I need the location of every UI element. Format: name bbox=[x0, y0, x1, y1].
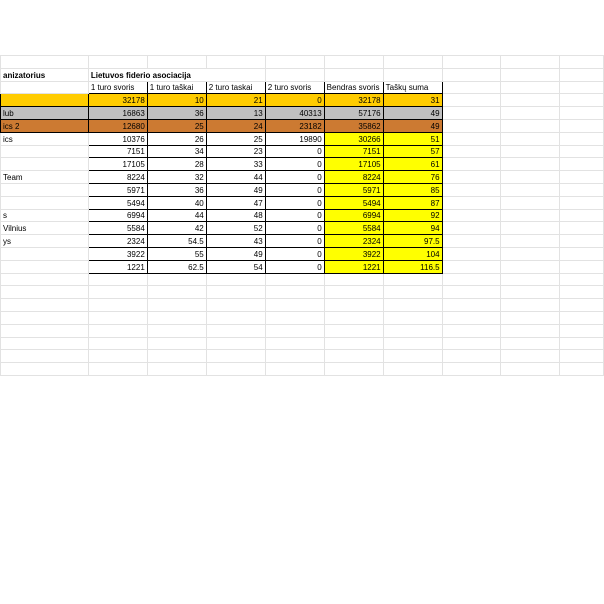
cell[interactable] bbox=[560, 235, 604, 248]
header-cell-team[interactable] bbox=[1, 81, 89, 94]
table-cell-r2-weight[interactable]: 23182 bbox=[265, 119, 324, 132]
table-cell-total-weight[interactable]: 1221 bbox=[324, 260, 383, 273]
organizer-label-cell[interactable]: anizatorius bbox=[1, 68, 89, 81]
table-cell-points-sum[interactable]: 49 bbox=[383, 119, 442, 132]
cell[interactable] bbox=[324, 324, 383, 337]
table-row bbox=[1, 145, 604, 158]
table-cell-points-sum[interactable]: 85 bbox=[383, 183, 442, 196]
table-cell-total-weight[interactable]: 5584 bbox=[324, 222, 383, 235]
empty-row bbox=[1, 273, 604, 286]
cell[interactable] bbox=[1, 311, 89, 324]
cell[interactable] bbox=[501, 94, 560, 107]
cell[interactable] bbox=[501, 158, 560, 171]
cell[interactable] bbox=[88, 363, 147, 376]
cell[interactable] bbox=[265, 273, 324, 286]
cell[interactable] bbox=[560, 222, 604, 235]
table-cell-r1-points[interactable]: 36 bbox=[147, 183, 206, 196]
table-cell-r1-points[interactable]: 54.5 bbox=[147, 235, 206, 248]
cell[interactable] bbox=[560, 209, 604, 222]
table-cell-r2-weight[interactable]: 0 bbox=[265, 222, 324, 235]
cell[interactable] bbox=[88, 56, 147, 69]
cell[interactable] bbox=[442, 247, 501, 260]
cell[interactable] bbox=[147, 337, 206, 350]
cell[interactable] bbox=[560, 158, 604, 171]
table-cell-total-weight[interactable]: 32178 bbox=[324, 94, 383, 107]
table-row bbox=[1, 119, 604, 132]
table-cell-r2-points[interactable]: 54 bbox=[206, 260, 265, 273]
table-cell-r2-weight[interactable]: 0 bbox=[265, 94, 324, 107]
table-cell-team[interactable]: ics bbox=[1, 132, 89, 145]
cell[interactable] bbox=[1, 337, 89, 350]
cell[interactable] bbox=[324, 68, 383, 81]
table-cell-points-sum[interactable]: 49 bbox=[383, 107, 442, 120]
cell[interactable] bbox=[442, 94, 501, 107]
table-cell-r1-weight[interactable]: 6994 bbox=[88, 209, 147, 222]
table-row bbox=[1, 260, 604, 273]
cell[interactable] bbox=[442, 311, 501, 324]
cell[interactable] bbox=[383, 311, 442, 324]
table-row bbox=[1, 158, 604, 171]
table-cell-r2-points[interactable]: 49 bbox=[206, 183, 265, 196]
cell[interactable] bbox=[442, 183, 501, 196]
table-cell-total-weight[interactable]: 5971 bbox=[324, 183, 383, 196]
table-cell-r2-points[interactable]: 44 bbox=[206, 171, 265, 184]
table-cell-r1-points[interactable]: 32 bbox=[147, 171, 206, 184]
cell[interactable] bbox=[501, 68, 560, 81]
table-cell-r1-weight[interactable]: 7151 bbox=[88, 145, 147, 158]
table-row bbox=[1, 247, 604, 260]
table-cell-points-sum[interactable]: 94 bbox=[383, 222, 442, 235]
table-cell-team[interactable]: Vilnius bbox=[1, 222, 89, 235]
cell[interactable] bbox=[501, 132, 560, 145]
cell[interactable] bbox=[560, 363, 604, 376]
cell[interactable] bbox=[383, 350, 442, 363]
table-cell-r2-points[interactable]: 33 bbox=[206, 158, 265, 171]
table-cell-points-sum[interactable]: 87 bbox=[383, 196, 442, 209]
table-cell-r1-weight[interactable]: 5584 bbox=[88, 222, 147, 235]
cell[interactable] bbox=[560, 324, 604, 337]
cell[interactable] bbox=[501, 299, 560, 312]
table-cell-total-weight[interactable]: 8224 bbox=[324, 171, 383, 184]
cell[interactable] bbox=[324, 311, 383, 324]
cell[interactable] bbox=[88, 273, 147, 286]
cell[interactable] bbox=[206, 363, 265, 376]
table-cell-r1-weight[interactable]: 32178 bbox=[88, 94, 147, 107]
cell[interactable] bbox=[501, 311, 560, 324]
table-cell-r1-points[interactable]: 28 bbox=[147, 158, 206, 171]
cell[interactable] bbox=[265, 56, 324, 69]
empty-row bbox=[1, 350, 604, 363]
table-cell-r1-weight[interactable]: 5494 bbox=[88, 196, 147, 209]
cell[interactable] bbox=[324, 363, 383, 376]
cell[interactable] bbox=[442, 286, 501, 299]
header-cell-total-weight[interactable]: Bendras svoris bbox=[324, 81, 383, 94]
cell[interactable] bbox=[265, 363, 324, 376]
cell[interactable] bbox=[560, 260, 604, 273]
cell[interactable] bbox=[442, 107, 501, 120]
cell[interactable] bbox=[560, 337, 604, 350]
table-cell-r2-points[interactable]: 21 bbox=[206, 94, 265, 107]
table-cell-r1-points[interactable]: 34 bbox=[147, 145, 206, 158]
cell[interactable] bbox=[442, 196, 501, 209]
cell[interactable] bbox=[501, 337, 560, 350]
cell[interactable] bbox=[206, 56, 265, 69]
cell[interactable] bbox=[324, 273, 383, 286]
table-cell-r1-points[interactable]: 55 bbox=[147, 247, 206, 260]
table-cell-r1-weight[interactable]: 2324 bbox=[88, 235, 147, 248]
table-cell-r2-weight[interactable]: 0 bbox=[265, 235, 324, 248]
header-cell-r2-weight[interactable]: 2 turo svoris bbox=[265, 81, 324, 94]
table-cell-points-sum[interactable]: 61 bbox=[383, 158, 442, 171]
cell[interactable] bbox=[560, 81, 604, 94]
empty-row bbox=[1, 299, 604, 312]
table-cell-points-sum[interactable]: 104 bbox=[383, 247, 442, 260]
table-cell-r2-points[interactable]: 24 bbox=[206, 119, 265, 132]
cell[interactable] bbox=[383, 299, 442, 312]
cell[interactable] bbox=[265, 311, 324, 324]
cell[interactable] bbox=[147, 273, 206, 286]
cell[interactable] bbox=[1, 286, 89, 299]
cell[interactable] bbox=[560, 273, 604, 286]
cell[interactable] bbox=[206, 299, 265, 312]
cell[interactable] bbox=[501, 107, 560, 120]
cell[interactable] bbox=[442, 158, 501, 171]
cell[interactable] bbox=[147, 324, 206, 337]
table-cell-team[interactable]: ys bbox=[1, 235, 89, 248]
cell[interactable] bbox=[324, 56, 383, 69]
cell[interactable] bbox=[442, 132, 501, 145]
table-cell-r1-weight[interactable]: 3922 bbox=[88, 247, 147, 260]
table-row bbox=[1, 107, 604, 120]
cell[interactable] bbox=[147, 311, 206, 324]
cell[interactable] bbox=[501, 81, 560, 94]
cell[interactable] bbox=[1, 350, 89, 363]
cell[interactable] bbox=[442, 235, 501, 248]
table-row bbox=[1, 94, 604, 107]
cell[interactable] bbox=[560, 247, 604, 260]
cell[interactable] bbox=[442, 337, 501, 350]
table-cell-team[interactable] bbox=[1, 196, 89, 209]
cell[interactable] bbox=[1, 56, 89, 69]
empty-row bbox=[1, 324, 604, 337]
title-row bbox=[1, 68, 604, 81]
cell[interactable] bbox=[442, 299, 501, 312]
cell[interactable] bbox=[501, 196, 560, 209]
cell[interactable] bbox=[442, 363, 501, 376]
cell[interactable] bbox=[383, 56, 442, 69]
column-header-row bbox=[1, 81, 604, 94]
table-cell-team[interactable]: lub bbox=[1, 107, 89, 120]
cell[interactable] bbox=[501, 145, 560, 158]
cell[interactable] bbox=[147, 350, 206, 363]
cell[interactable] bbox=[560, 286, 604, 299]
table-cell-r1-weight[interactable]: 1221 bbox=[88, 260, 147, 273]
cell[interactable] bbox=[88, 286, 147, 299]
table-cell-r2-points[interactable]: 43 bbox=[206, 235, 265, 248]
cell[interactable] bbox=[560, 119, 604, 132]
table-cell-r2-points[interactable]: 52 bbox=[206, 222, 265, 235]
cell[interactable] bbox=[560, 145, 604, 158]
cell[interactable] bbox=[560, 350, 604, 363]
table-cell-r1-weight[interactable]: 17105 bbox=[88, 158, 147, 171]
table-cell-team[interactable] bbox=[1, 260, 89, 273]
cell[interactable] bbox=[442, 260, 501, 273]
cell[interactable] bbox=[501, 260, 560, 273]
table-cell-r2-weight[interactable]: 0 bbox=[265, 171, 324, 184]
cell[interactable] bbox=[442, 273, 501, 286]
table-cell-team[interactable]: Team bbox=[1, 171, 89, 184]
cell[interactable] bbox=[560, 299, 604, 312]
empty-row bbox=[1, 337, 604, 350]
table-cell-r1-weight[interactable]: 5971 bbox=[88, 183, 147, 196]
cell[interactable] bbox=[147, 286, 206, 299]
association-name-cell[interactable]: Lietuvos fiderio asociacija bbox=[88, 68, 265, 81]
table-cell-points-sum[interactable]: 92 bbox=[383, 209, 442, 222]
cell[interactable] bbox=[442, 68, 501, 81]
cell[interactable] bbox=[265, 299, 324, 312]
cell[interactable] bbox=[206, 337, 265, 350]
table-cell-r1-points[interactable]: 44 bbox=[147, 209, 206, 222]
table-cell-points-sum[interactable]: 51 bbox=[383, 132, 442, 145]
empty-row bbox=[1, 286, 604, 299]
cell[interactable] bbox=[383, 337, 442, 350]
cell[interactable] bbox=[324, 337, 383, 350]
table-cell-r1-points[interactable]: 40 bbox=[147, 196, 206, 209]
table-row bbox=[1, 235, 604, 248]
empty-row bbox=[1, 56, 604, 69]
table-cell-r1-weight[interactable]: 16863 bbox=[88, 107, 147, 120]
table-cell-r1-points[interactable]: 10 bbox=[147, 94, 206, 107]
header-cell-points-sum[interactable]: Taškų suma bbox=[383, 81, 442, 94]
cell[interactable] bbox=[206, 324, 265, 337]
table-row bbox=[1, 132, 604, 145]
cell[interactable] bbox=[501, 273, 560, 286]
table-row bbox=[1, 222, 604, 235]
table-cell-r1-weight[interactable]: 8224 bbox=[88, 171, 147, 184]
cell[interactable] bbox=[1, 299, 89, 312]
cell[interactable] bbox=[88, 324, 147, 337]
cell[interactable] bbox=[265, 286, 324, 299]
cell[interactable] bbox=[501, 209, 560, 222]
table-cell-r1-points[interactable]: 26 bbox=[147, 132, 206, 145]
cell[interactable] bbox=[501, 286, 560, 299]
table-cell-r2-weight[interactable]: 40313 bbox=[265, 107, 324, 120]
cell[interactable] bbox=[88, 350, 147, 363]
table-cell-r2-weight[interactable]: 0 bbox=[265, 158, 324, 171]
table-cell-team[interactable]: ics 2 bbox=[1, 119, 89, 132]
cell[interactable] bbox=[324, 299, 383, 312]
table-cell-r2-weight[interactable]: 0 bbox=[265, 247, 324, 260]
cell[interactable] bbox=[88, 337, 147, 350]
cell[interactable] bbox=[383, 324, 442, 337]
table-cell-team[interactable] bbox=[1, 145, 89, 158]
table-cell-r1-points[interactable]: 25 bbox=[147, 119, 206, 132]
cell[interactable] bbox=[501, 171, 560, 184]
cell[interactable] bbox=[206, 286, 265, 299]
table-cell-r2-points[interactable]: 13 bbox=[206, 107, 265, 120]
cell[interactable] bbox=[442, 350, 501, 363]
cell[interactable] bbox=[147, 363, 206, 376]
cell[interactable] bbox=[442, 119, 501, 132]
cell[interactable] bbox=[560, 107, 604, 120]
table-cell-r2-weight[interactable]: 19890 bbox=[265, 132, 324, 145]
table-cell-total-weight[interactable]: 2324 bbox=[324, 235, 383, 248]
table-cell-total-weight[interactable]: 17105 bbox=[324, 158, 383, 171]
cell[interactable] bbox=[383, 273, 442, 286]
table-cell-r2-weight[interactable]: 0 bbox=[265, 145, 324, 158]
table-cell-r2-weight[interactable]: 0 bbox=[265, 260, 324, 273]
cell[interactable] bbox=[88, 311, 147, 324]
cell[interactable] bbox=[206, 350, 265, 363]
table-cell-points-sum[interactable]: 31 bbox=[383, 94, 442, 107]
table-row bbox=[1, 209, 604, 222]
table-cell-r1-points[interactable]: 42 bbox=[147, 222, 206, 235]
table-cell-r1-points[interactable]: 62.5 bbox=[147, 260, 206, 273]
table-cell-points-sum[interactable]: 76 bbox=[383, 171, 442, 184]
header-cell-r1-points[interactable]: 1 turo taškai bbox=[147, 81, 206, 94]
table-row bbox=[1, 171, 604, 184]
cell[interactable] bbox=[383, 68, 442, 81]
table-cell-r2-weight[interactable]: 0 bbox=[265, 209, 324, 222]
header-cell-r2-points[interactable]: 2 turo taskai bbox=[206, 81, 265, 94]
cell[interactable] bbox=[265, 337, 324, 350]
cell[interactable] bbox=[442, 324, 501, 337]
table-cell-r2-points[interactable]: 48 bbox=[206, 209, 265, 222]
cell[interactable] bbox=[560, 56, 604, 69]
cell[interactable] bbox=[265, 68, 324, 81]
cell[interactable] bbox=[383, 363, 442, 376]
cell[interactable] bbox=[383, 286, 442, 299]
table-cell-team[interactable]: s bbox=[1, 209, 89, 222]
cell[interactable] bbox=[442, 145, 501, 158]
table-cell-total-weight[interactable]: 30266 bbox=[324, 132, 383, 145]
cell[interactable] bbox=[324, 350, 383, 363]
cell[interactable] bbox=[265, 324, 324, 337]
table-cell-total-weight[interactable]: 57176 bbox=[324, 107, 383, 120]
cell[interactable] bbox=[560, 68, 604, 81]
spreadsheet-grid bbox=[0, 55, 604, 376]
table-cell-total-weight[interactable]: 5494 bbox=[324, 196, 383, 209]
cell[interactable] bbox=[501, 350, 560, 363]
cell[interactable] bbox=[501, 247, 560, 260]
cell[interactable] bbox=[560, 94, 604, 107]
cell[interactable] bbox=[442, 56, 501, 69]
table-cell-r2-points[interactable]: 49 bbox=[206, 247, 265, 260]
cell[interactable] bbox=[560, 196, 604, 209]
table-cell-total-weight[interactable]: 3922 bbox=[324, 247, 383, 260]
cell[interactable] bbox=[501, 235, 560, 248]
table-cell-r2-points[interactable]: 47 bbox=[206, 196, 265, 209]
cell[interactable] bbox=[501, 56, 560, 69]
table-cell-r2-weight[interactable]: 0 bbox=[265, 183, 324, 196]
cell[interactable] bbox=[442, 171, 501, 184]
table-cell-points-sum[interactable]: 57 bbox=[383, 145, 442, 158]
table-cell-total-weight[interactable]: 7151 bbox=[324, 145, 383, 158]
table-cell-r2-points[interactable]: 25 bbox=[206, 132, 265, 145]
table-row bbox=[1, 183, 604, 196]
cell[interactable] bbox=[324, 286, 383, 299]
cell[interactable] bbox=[501, 324, 560, 337]
cell[interactable] bbox=[560, 132, 604, 145]
cell[interactable] bbox=[501, 363, 560, 376]
table-cell-points-sum[interactable]: 97.5 bbox=[383, 235, 442, 248]
table-cell-team[interactable] bbox=[1, 183, 89, 196]
cell[interactable] bbox=[147, 56, 206, 69]
cell[interactable] bbox=[1, 363, 89, 376]
table-cell-points-sum[interactable]: 116.5 bbox=[383, 260, 442, 273]
table-cell-r2-weight[interactable]: 0 bbox=[265, 196, 324, 209]
empty-row bbox=[1, 311, 604, 324]
cell[interactable] bbox=[1, 273, 89, 286]
cell[interactable] bbox=[560, 311, 604, 324]
cell[interactable] bbox=[206, 311, 265, 324]
table-cell-r1-weight[interactable]: 10376 bbox=[88, 132, 147, 145]
cell[interactable] bbox=[147, 299, 206, 312]
cell[interactable] bbox=[265, 350, 324, 363]
table-cell-r1-points[interactable]: 36 bbox=[147, 107, 206, 120]
table-cell-team[interactable] bbox=[1, 247, 89, 260]
table-cell-r2-points[interactable]: 23 bbox=[206, 145, 265, 158]
cell[interactable] bbox=[501, 119, 560, 132]
table-cell-team[interactable] bbox=[1, 158, 89, 171]
cell[interactable] bbox=[88, 299, 147, 312]
cell[interactable] bbox=[442, 81, 501, 94]
table-cell-total-weight[interactable]: 6994 bbox=[324, 209, 383, 222]
cell[interactable] bbox=[501, 222, 560, 235]
cell[interactable] bbox=[442, 222, 501, 235]
cell[interactable] bbox=[442, 209, 501, 222]
cell[interactable] bbox=[206, 273, 265, 286]
table-cell-r1-weight[interactable]: 12680 bbox=[88, 119, 147, 132]
table-cell-total-weight[interactable]: 35862 bbox=[324, 119, 383, 132]
cell[interactable] bbox=[501, 183, 560, 196]
cell[interactable] bbox=[560, 183, 604, 196]
cell[interactable] bbox=[1, 324, 89, 337]
header-cell-r1-weight[interactable]: 1 turo svoris bbox=[88, 81, 147, 94]
empty-row bbox=[1, 363, 604, 376]
table-row bbox=[1, 196, 604, 209]
cell[interactable] bbox=[560, 171, 604, 184]
table-cell-team[interactable] bbox=[1, 94, 89, 107]
